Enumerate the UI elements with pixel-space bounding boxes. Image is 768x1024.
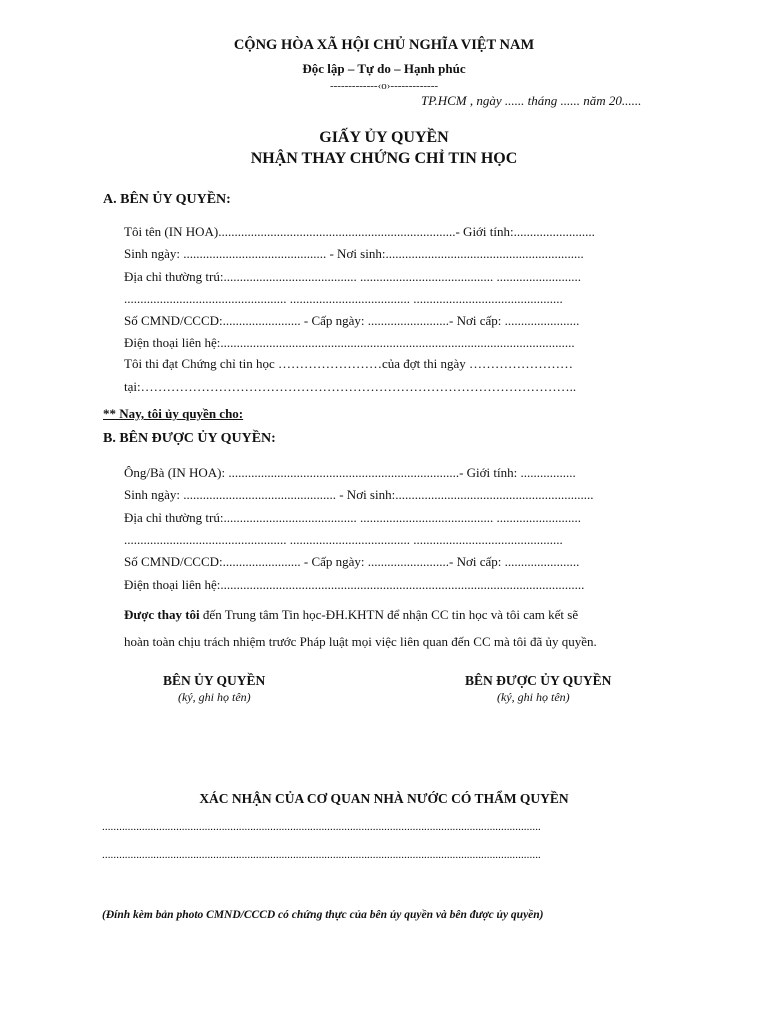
- document-title: GIẤY ỦY QUYỀN: [319, 129, 449, 146]
- signature-left-title: BÊN ỦY QUYỀN: [163, 673, 266, 688]
- form-line: Tôi thi đạt Chứng chỉ tin học ……………………của đợt thi ngày ……………………: [124, 356, 574, 371]
- form-line: Địa chỉ thường trú:......................................... ......................................... ..........................: [124, 510, 581, 525]
- form-line: Ông/Bà (IN HOA): .......................................................................- Giới tính: .................: [124, 465, 576, 480]
- signature-left-sub: (ký, ghi họ tên): [178, 690, 251, 704]
- motto: Độc lập – Tự do – Hạnh phúc: [302, 61, 466, 76]
- form-line: Sinh ngày: ............................................ - Nơi sinh:.............................................................: [124, 246, 584, 261]
- country-heading: CỘNG HÒA XÃ HỘI CHỦ NGHĨA VIỆT NAM: [233, 37, 535, 53]
- section-a-heading: A. BÊN ỦY QUYỀN:: [103, 192, 231, 207]
- form-line: Số CMND/CCCD:........................ - Cấp ngày: .........................- Nơi cấp: .......................: [124, 313, 580, 328]
- form-line: .................................................. ..................................... ..............................................: [124, 532, 563, 547]
- signature-right-sub: (ký, ghi họ tên): [497, 690, 570, 704]
- statement-bold: Được thay tôi: [124, 607, 200, 622]
- form-line: Điện thoại liên hệ:.............................................................................................................: [124, 335, 575, 350]
- header-divider: -------------‹o›-------------: [329, 80, 439, 92]
- authority-line: ..........................................................................................................................................................: [102, 821, 541, 833]
- form-line: Điện thoại liên hệ:................................................................................................................: [124, 577, 585, 592]
- form-line: tại:………………………………………………………………………………………..: [124, 379, 577, 394]
- form-line: Tôi tên (IN HOA).........................................................................- Giới tính:.........................: [124, 224, 595, 239]
- attachment-note: (Đính kèm bản photo CMND/CCCD có chứng thực của bên ủy quyền và bên được ủy quyền): [102, 909, 544, 921]
- authority-line: ..........................................................................................................................................................: [102, 849, 541, 861]
- statement-line-1: [124, 607, 578, 623]
- form-line: Sinh ngày: ............................................... - Nơi sinh:.............................................................: [124, 487, 594, 502]
- statement-line-2: hoàn toàn chịu trách nhiệm trước Pháp luật mọi việc liên quan đến CC mà tôi đã ủy quyền.: [124, 634, 597, 649]
- form-line: .................................................. ..................................... ..............................................: [124, 291, 563, 306]
- statement-text: đến Trung tâm Tin học-ĐH.KHTN để nhận CC tin học và tôi cam kết sẽ: [199, 607, 579, 622]
- date-line: TP.HCM , ngày ...... tháng ...... năm 20......: [421, 93, 642, 108]
- delegate-note: ** Nay, tôi ủy quyền cho:: [103, 406, 244, 421]
- section-b-heading: B. BÊN ĐƯỢC ỦY QUYỀN:: [103, 431, 276, 446]
- form-line: Số CMND/CCCD:........................ - Cấp ngày: .........................- Nơi cấp: .......................: [124, 554, 580, 569]
- authority-heading: XÁC NHẬN CỦA CƠ QUAN NHÀ NƯỚC CÓ THẨM QUYỀN: [199, 791, 569, 806]
- form-line: Địa chỉ thường trú:......................................... ......................................... ..........................: [124, 269, 581, 284]
- signature-right-title: BÊN ĐƯỢC ỦY QUYỀN: [465, 673, 612, 688]
- document-subtitle: NHẬN THAY CHỨNG CHỈ TIN HỌC: [250, 150, 518, 167]
